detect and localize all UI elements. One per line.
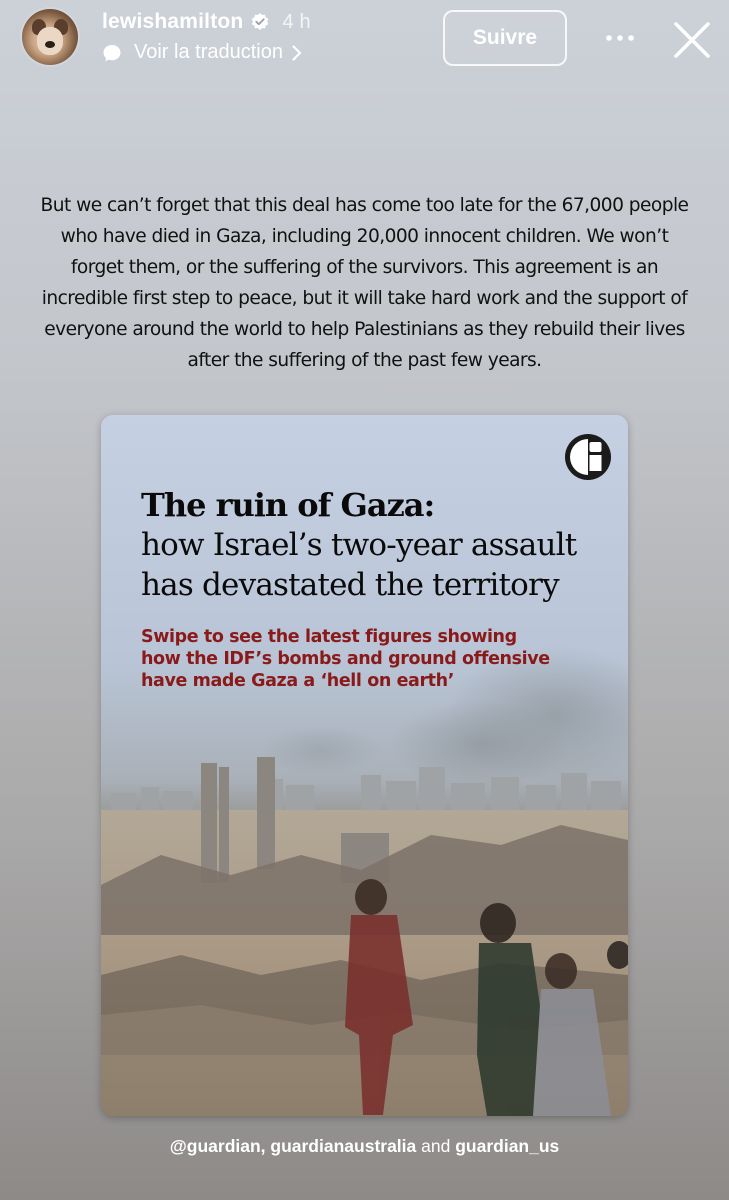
card-subtitle: Swipe to see the latest figures showing how the IDF’s bombs and ground offensive have made Gaza a ‘hell on earth’: [141, 627, 550, 691]
story-header: [0, 0, 729, 80]
card-headline-bold: The ruin of Gaza:: [141, 486, 435, 524]
mentions-row: [0, 1136, 729, 1157]
translate-icon: [102, 43, 122, 63]
translate-label: Voir la traduction: [134, 41, 283, 63]
translate-link[interactable]: [102, 41, 303, 64]
post-time: 4 h: [282, 10, 311, 33]
card-headline-line1: how Israel’s two-year assault: [141, 527, 577, 563]
chevron-right-icon: [291, 44, 303, 62]
follow-button[interactable]: Suivre: [443, 10, 567, 66]
card-headline: [141, 485, 611, 605]
story-text: But we can’t forget that this deal has come too late for the 67,000 people who have died in Gaza, including 20,000 innocent children. We won’t forget them, or the suffering of the survivors. This agreement is an incredible first step to peace, but it will take hard work and the support of everyone around the world to help Palestinians as they rebuild their lives after the suffering of the past few years.: [40, 195, 689, 371]
card-headline-line2: has devastated the territory: [141, 567, 559, 603]
mention-first[interactable]: @guardian, guardianaustralia: [169, 1136, 417, 1156]
username[interactable]: lewishamilton: [102, 10, 244, 33]
mention-connector: and: [416, 1136, 456, 1156]
mention-last[interactable]: guardian_us: [455, 1136, 560, 1156]
verified-badge-icon: [250, 12, 270, 32]
shared-post-card[interactable]: [101, 415, 628, 1116]
username-row: [102, 10, 311, 34]
close-icon[interactable]: [670, 18, 714, 62]
guardian-logo-icon: [564, 433, 612, 481]
more-options-icon[interactable]: [603, 26, 637, 50]
avatar[interactable]: [22, 9, 78, 65]
